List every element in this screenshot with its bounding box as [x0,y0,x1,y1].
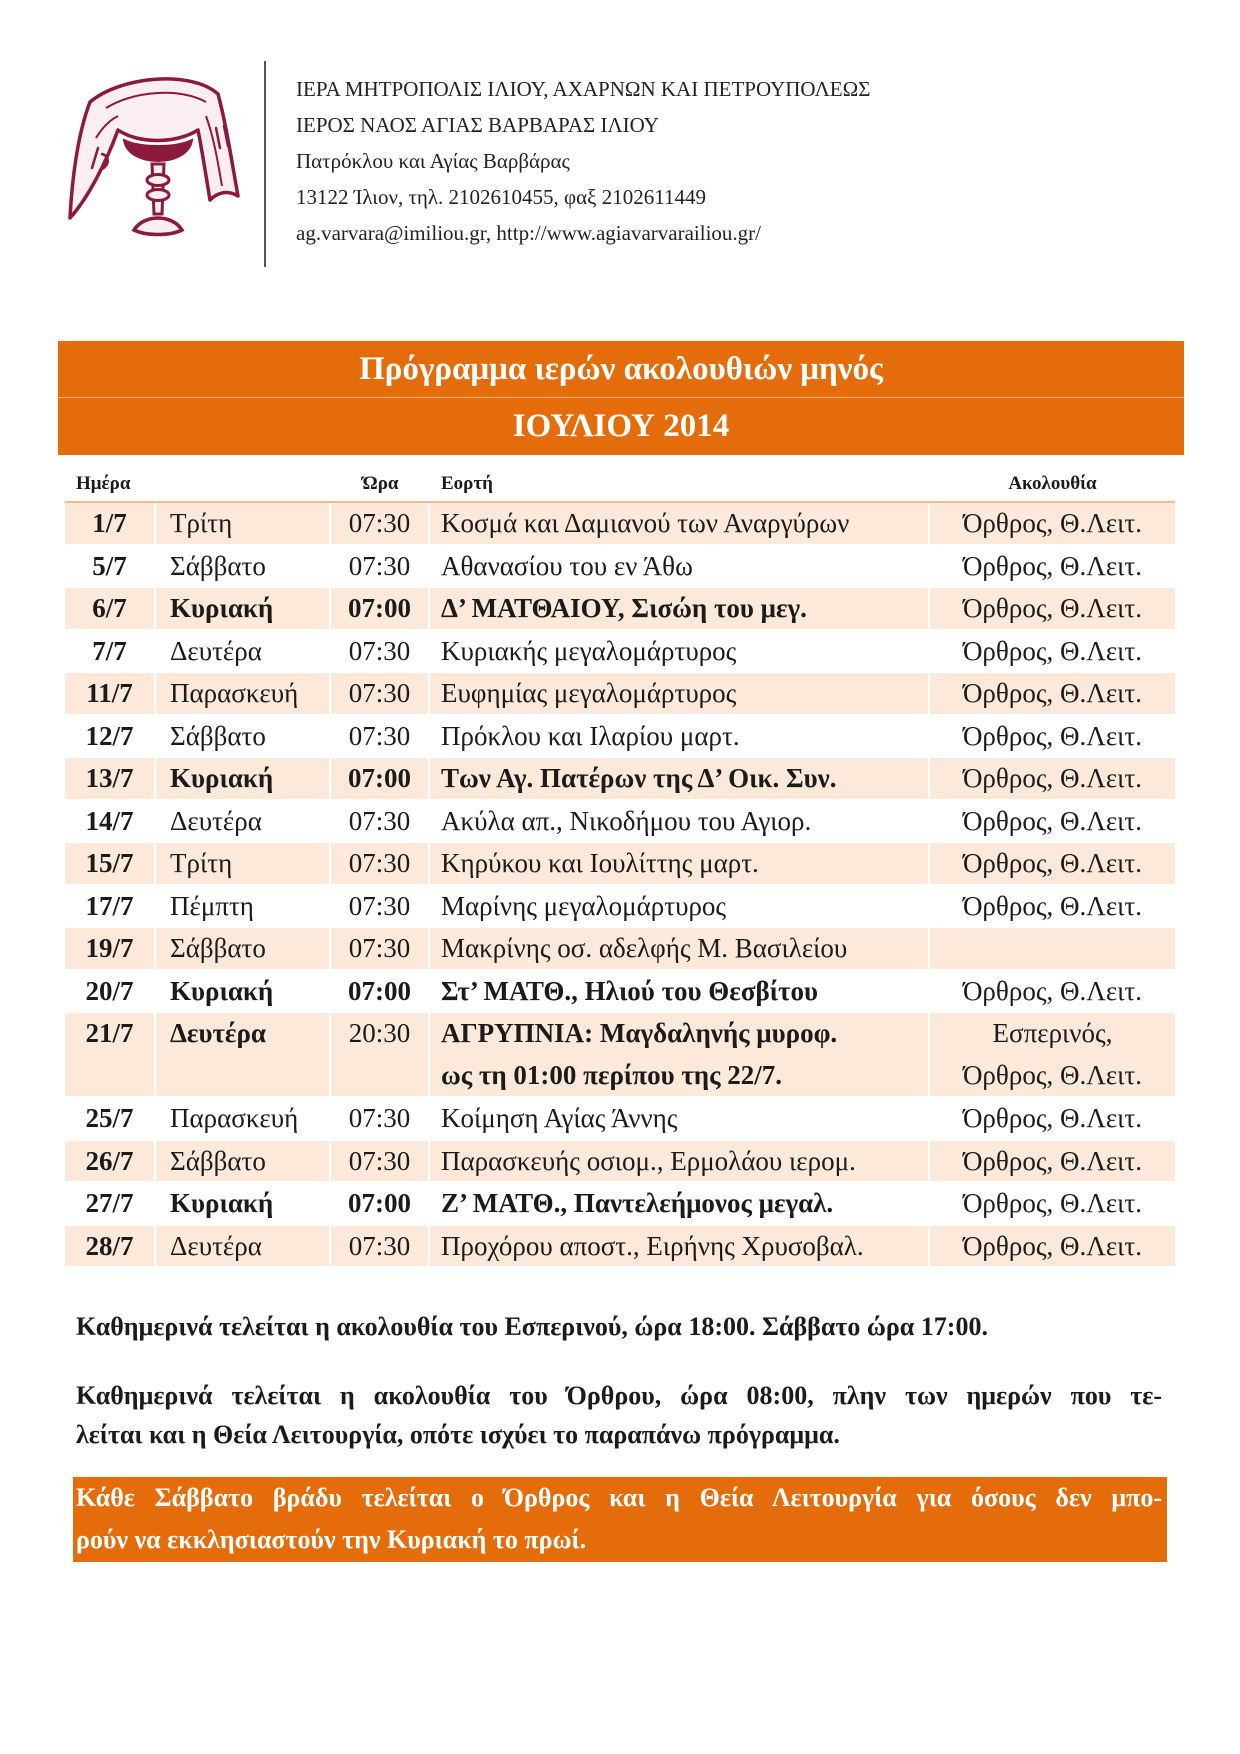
schedule-row [65,503,1175,546]
schedule-row [65,843,1175,886]
time-cell: 07:30 [331,546,430,589]
saturday-note-line: Κάθε Σάββατο βράδυ τελείται ο Όρθρος και η Θεία Λειτουργία για όσους δεν μπο- [76,1483,1162,1512]
header-time: Ώρα [362,473,399,494]
header-divider [264,61,266,267]
matins-note [76,1376,1162,1454]
date-cell: 1/7 [65,503,156,546]
street-address: Πατρόκλου και Αγίας Βαρβάρας [296,149,570,173]
weekday-cell: Κυριακή [156,758,331,801]
feast-cell: Πρόκλου και Ιλαρίου μαρτ. [430,716,930,759]
time-cell: 07:30 [331,843,430,886]
time-cell: 07:30 [331,503,430,546]
time-cell: 07:00 [331,588,430,631]
time-cell: 07:30 [331,716,430,759]
date-cell: 5/7 [65,546,156,589]
feast-cell: Κοσμά και Δαμιανού των Αναργύρων [430,503,930,546]
church-logo [66,68,251,240]
weekday-cell: Δευτέρα [156,631,331,674]
feast-cell: Προχόρου αποστ., Ειρήνης Χρυσοβαλ. [430,1226,930,1269]
feast-cell: Αθανασίου του εν Άθω [430,546,930,589]
matins-note-line: λείται και η Θεία Λειτουργία, οπότε ισχύει το παραπάνω πρόγραμμα. [76,1420,840,1449]
time-cell: 20:30 [331,1013,430,1098]
chalice-knot [147,175,169,186]
date-cell: 14/7 [65,801,156,844]
time-cell: 07:30 [331,928,430,971]
service-cell: Όρθρος, Θ.Λειτ. [930,971,1175,1014]
service-cell: Όρθρος, Θ.Λειτ. [930,843,1175,886]
chalice-bowl [124,140,192,161]
feast-line: ως τη 01:00 περίπου της 22/7. [441,1059,783,1090]
metropolis-name: ΙΕΡΑ ΜΗΤΡΟΠΟΛΙΣ ΙΛΙΟΥ, ΑΧΑΡΝΩΝ ΚΑΙ ΠΕΤΡΟΥΠΟΛΕΩΣ [296,77,871,101]
weekday-cell: Δευτέρα [156,801,331,844]
schedule-row [65,588,1175,631]
service-line: Εσπερινός, [992,1018,1113,1048]
time-cell: 07:00 [331,758,430,801]
schedule-row [65,673,1175,716]
city-phone-fax: 13122 Ίλιον, τηλ. 2102610455, φαξ 2102611449 [296,185,707,209]
schedule-row [65,928,1175,971]
schedule-row [65,1183,1175,1226]
saturday-note-line: ρούν να εκκλησιαστούν την Κυριακή το πρωί. [76,1525,587,1554]
service-line: Όρθρος, Θ.Λειτ. [962,1059,1143,1090]
date-cell: 11/7 [65,673,156,716]
service-cell: Όρθρος, Θ.Λειτ. [930,631,1175,674]
time-cell: 07:00 [331,1183,430,1226]
schedule-title-bar [58,341,1184,455]
date-cell: 6/7 [65,588,156,631]
weekday-cell: Παρασκευή [156,673,331,716]
date-cell: 17/7 [65,886,156,929]
service-cell: Όρθρος, Θ.Λειτ. [930,503,1175,546]
weekday-cell: Σάββατο [156,928,331,971]
weekday-cell: Τρίτη [156,503,331,546]
schedule-title: Πρόγραμμα ιερών ακολουθιών μηνός [58,341,1184,398]
saturday-note-box [73,1477,1167,1562]
feast-cell: Των Αγ. Πατέρων της Δ’ Οικ. Συν. [430,758,930,801]
chalice-base [134,218,182,235]
feast-cell: Δ’ ΜΑΤΘΑΙΟΥ, Σισώη του μεγ. [430,588,930,631]
feast-cell: Μακρίνης οσ. αδελφής Μ. Βασιλείου [430,928,930,971]
date-cell: 12/7 [65,716,156,759]
service-cell [930,1013,1175,1098]
weekday-cell: Δευτέρα [156,1013,331,1098]
schedule-row [65,1141,1175,1184]
weekday-cell: Δευτέρα [156,1226,331,1269]
chalice-knot [147,190,169,201]
email-website: ag.varvara@imiliou.gr, http://www.agiavarvarailiou.gr/ [296,221,761,245]
date-cell: 21/7 [65,1013,156,1098]
date-cell: 20/7 [65,971,156,1014]
service-cell: Όρθρος, Θ.Λειτ. [930,716,1175,759]
vespers-note: Καθημερινά τελείται η ακολουθία του Εσπερινού, ώρα 18:00. Σάββατο ώρα 17:00. [76,1312,988,1341]
weekday-cell: Σάββατο [156,1141,331,1184]
time-cell: 07:30 [331,1141,430,1184]
weekday-cell: Σάββατο [156,546,331,589]
time-cell: 07:00 [331,971,430,1014]
schedule-table [65,503,1175,1268]
service-cell [930,928,1175,971]
time-cell: 07:30 [331,673,430,716]
time-cell: 07:30 [331,1226,430,1269]
feast-cell: Ζ’ ΜΑΤΘ., Παντελεήμονος μεγαλ. [430,1183,930,1226]
date-cell: 25/7 [65,1098,156,1141]
time-cell: 07:30 [331,631,430,674]
feast-cell: Κυριακής μεγαλομάρτυρος [430,631,930,674]
header-day: Ημέρα [76,473,131,494]
service-cell: Όρθρος, Θ.Λειτ. [930,801,1175,844]
feast-cell: Ακύλα απ., Νικοδήμου του Αγιορ. [430,801,930,844]
schedule-month: ΙΟΥΛΙΟΥ 2014 [512,408,730,444]
weekday-cell: Παρασκευή [156,1098,331,1141]
header-service: Ακολουθία [1008,473,1097,494]
schedule-row [65,886,1175,929]
weekday-cell: Τρίτη [156,843,331,886]
time-cell: 07:30 [331,886,430,929]
schedule-row [65,1013,1175,1098]
date-cell: 19/7 [65,928,156,971]
service-cell: Όρθρος, Θ.Λειτ. [930,886,1175,929]
time-cell: 07:30 [331,801,430,844]
organization-info [296,71,870,251]
date-cell: 15/7 [65,843,156,886]
service-cell: Όρθρος, Θ.Λειτ. [930,1183,1175,1226]
weekday-cell: Κυριακή [156,1183,331,1226]
service-cell: Όρθρος, Θ.Λειτ. [930,588,1175,631]
service-cell: Όρθρος, Θ.Λειτ. [930,673,1175,716]
feast-cell: Μαρίνης μεγαλομάρτυρος [430,886,930,929]
schedule-row [65,758,1175,801]
service-cell: Όρθρος, Θ.Λειτ. [930,1141,1175,1184]
feast-cell: Ευφημίας μεγαλομάρτυρος [430,673,930,716]
service-cell: Όρθρος, Θ.Λειτ. [930,1098,1175,1141]
date-cell: 26/7 [65,1141,156,1184]
schedule-row [65,971,1175,1014]
schedule-row [65,1226,1175,1269]
weekday-cell: Κυριακή [156,588,331,631]
schedule-row [65,801,1175,844]
time-cell: 07:30 [331,1098,430,1141]
feast-cell: Παρασκευής οσιομ., Ερμολάου ιερομ. [430,1141,930,1184]
date-cell: 7/7 [65,631,156,674]
feast-cell: Κοίμηση Αγίας Άννης [430,1098,930,1141]
feast-cell: Κηρύκου και Ιουλίττης μαρτ. [430,843,930,886]
schedule-header-row [65,467,1175,503]
weekday-cell: Πέμπτη [156,886,331,929]
service-cell: Όρθρος, Θ.Λειτ. [930,758,1175,801]
feast-cell: Στ’ ΜΑΤΘ., Ηλιού του Θεσβίτου [430,971,930,1014]
schedule-row [65,716,1175,759]
service-cell: Όρθρος, Θ.Λειτ. [930,1226,1175,1269]
matins-note-line: Καθημερινά τελείται η ακολουθία του Όρθρου, ώρα 08:00, πλην των ημερών που τε- [76,1381,1162,1410]
schedule-row [65,1098,1175,1141]
feast-cell [430,1013,930,1098]
weekday-cell: Σάββατο [156,716,331,759]
feast-line: ΑΓΡΥΠΝΙΑ: Μαγδαληνής μυροφ. [441,1018,838,1048]
schedule-row [65,546,1175,589]
date-cell: 27/7 [65,1183,156,1226]
weekday-cell: Κυριακή [156,971,331,1014]
date-cell: 28/7 [65,1226,156,1269]
date-cell: 13/7 [65,758,156,801]
schedule-row [65,631,1175,674]
church-name: ΙΕΡΟΣ ΝΑΟΣ ΑΓΙΑΣ ΒΑΡΒΑΡΑΣ ΙΛΙΟΥ [296,113,659,137]
header-feast: Εορτή [441,473,493,494]
service-cell: Όρθρος, Θ.Λειτ. [930,546,1175,589]
